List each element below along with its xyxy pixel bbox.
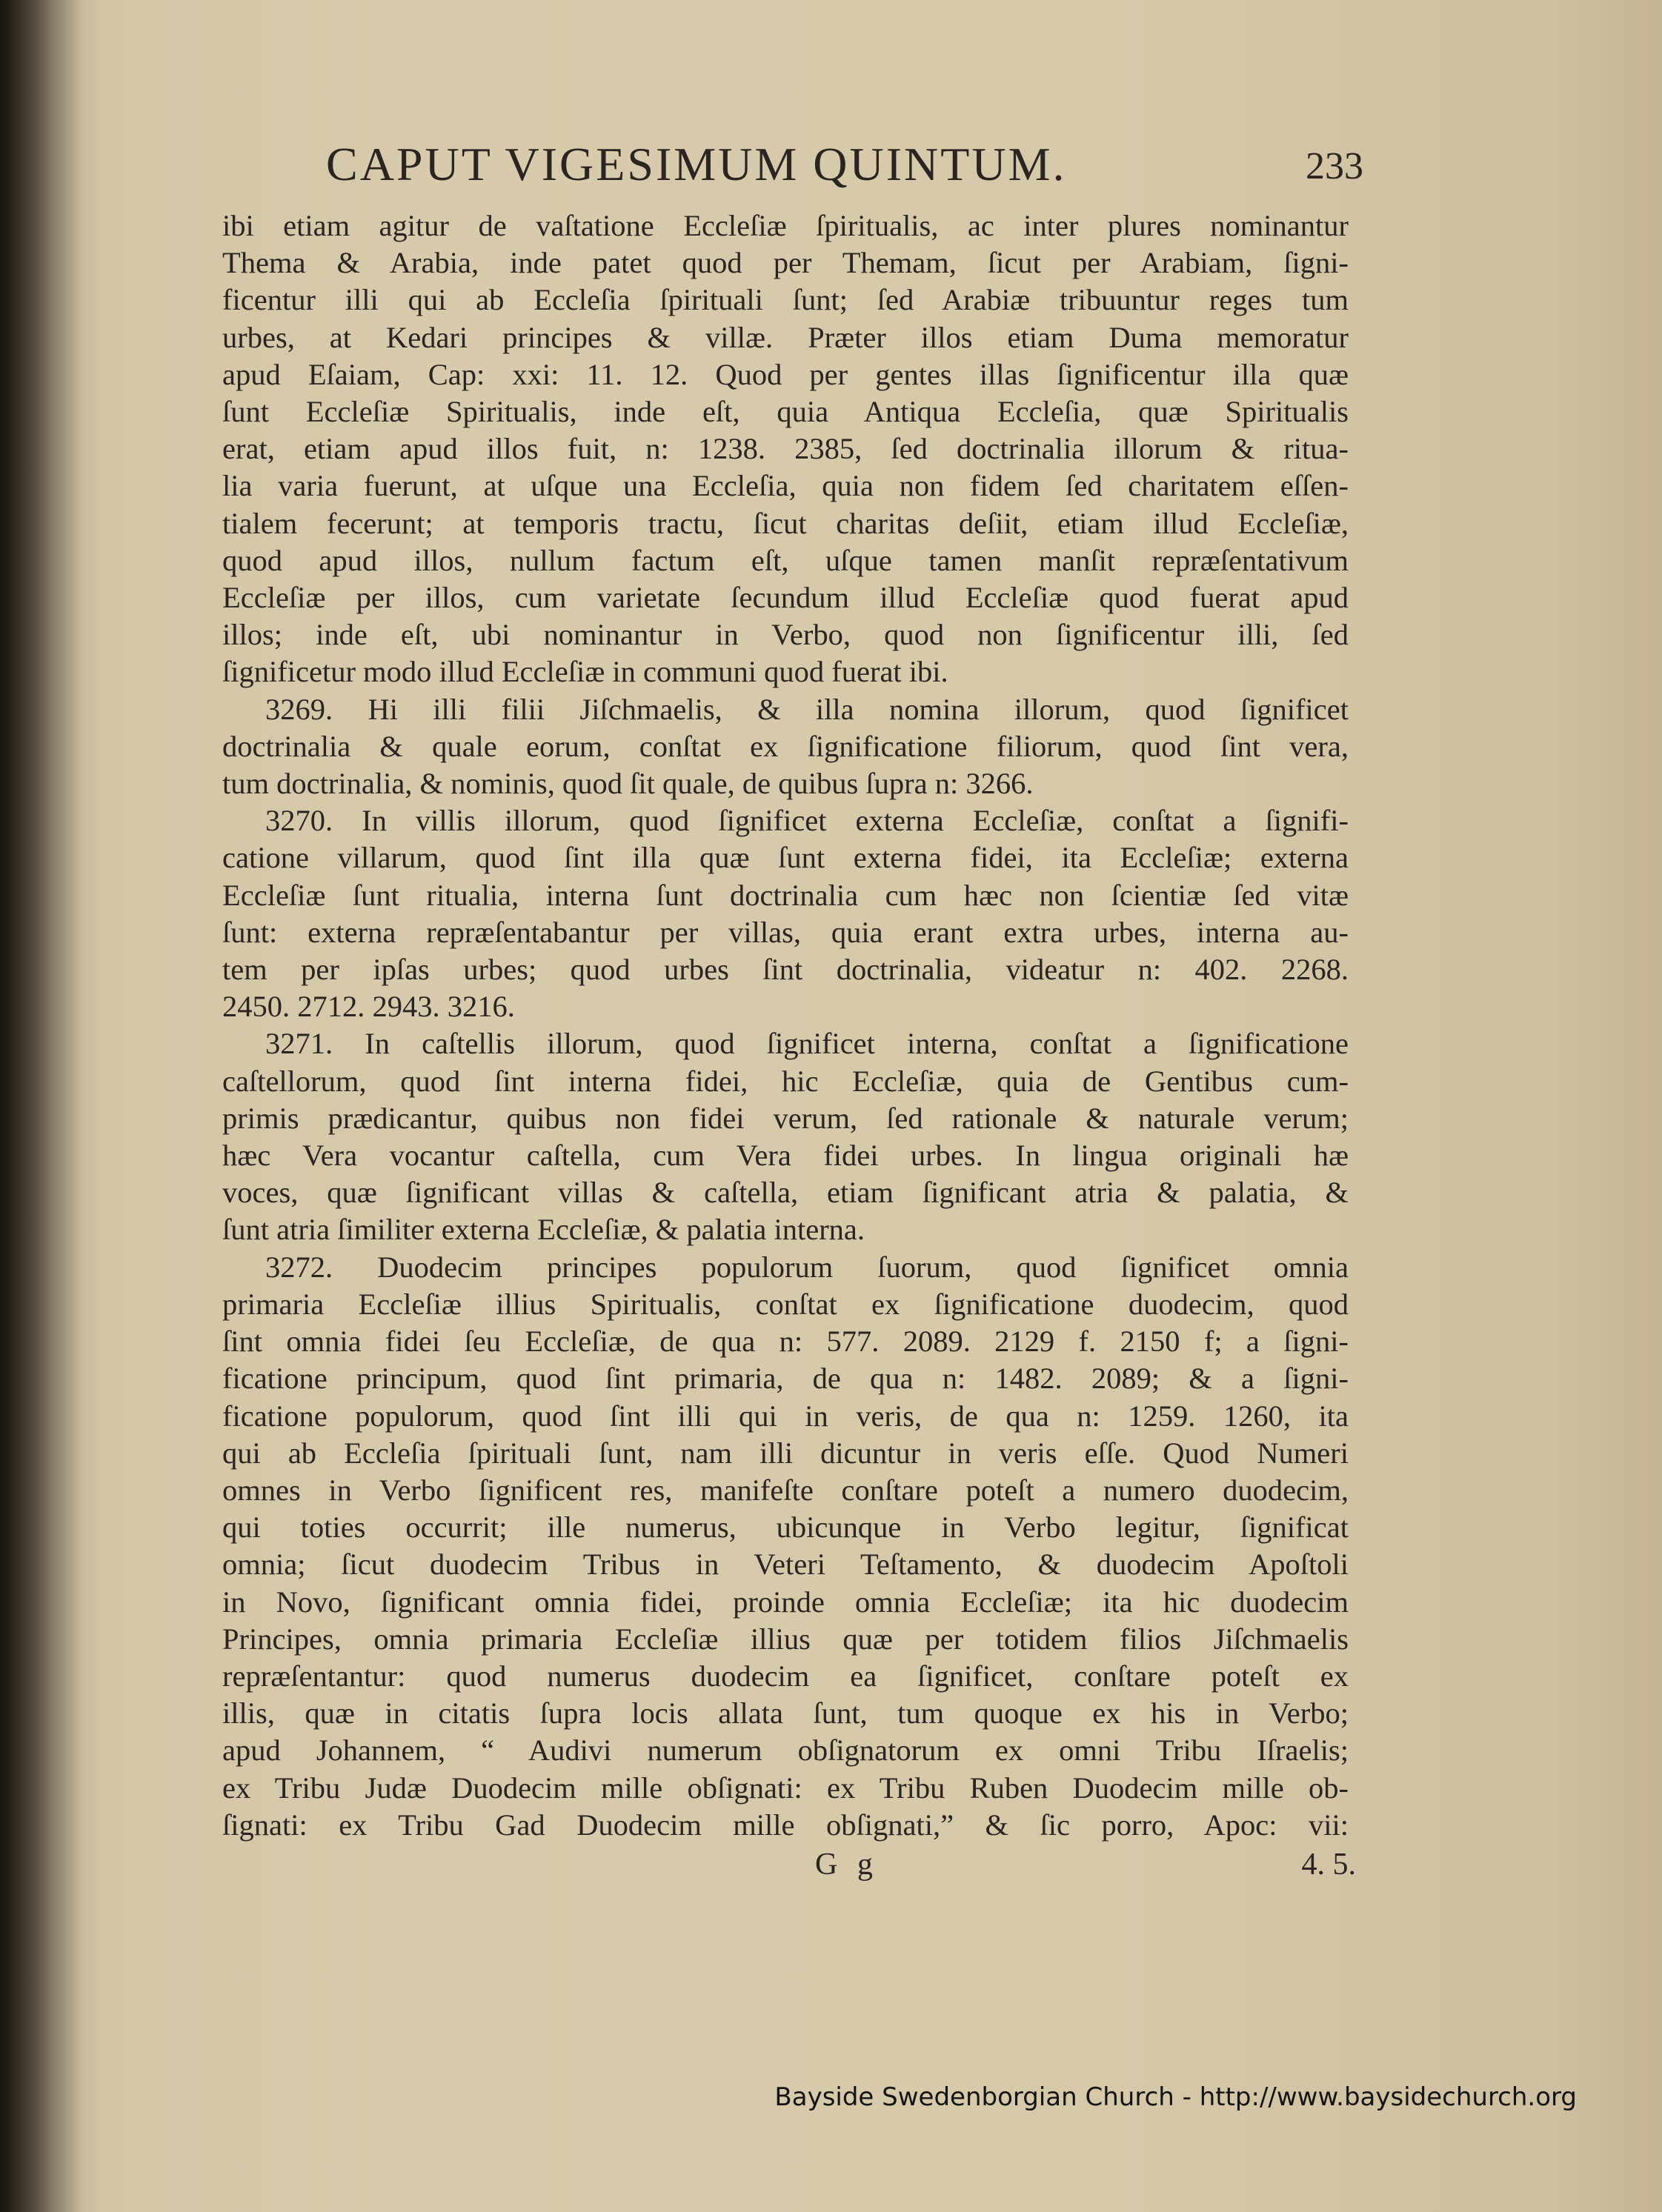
text-line: omnes in Verbo ſignificent res, manifeſte conſtare poteſt a numero duodecim, — [222, 1473, 1349, 1507]
text-line: Principes, omnia primaria Eccleſiæ illius quæ per totidem filios Jiſchmaelis — [222, 1622, 1349, 1656]
paragraph-3270-start: 3270. In villis illorum, quod ſignificet externa Eccleſiæ, conſtat a ſignifi- — [265, 804, 1349, 838]
text-line: tem per ipſas urbes; quod urbes ſint doctrinalia, videatur n: 402. 2268. — [222, 953, 1349, 987]
text-line: ſunt atria ſimiliter externa Eccleſiæ, & palatia interna. — [222, 1213, 865, 1247]
text-line: in Novo, ſignificant omnia fidei, proinde omnia Eccleſiæ; ita hic duodecim — [222, 1585, 1349, 1619]
text-line: ſint omnia fidei ſeu Eccleſiæ, de qua n: 577. 2089. 2129 f. 2150 f; a ſigni- — [222, 1325, 1349, 1359]
text-line: tum doctrinalia, & nominis, quod ſit quale, de quibus ſupra n: 3266. — [222, 767, 1034, 801]
text-line: illis, quæ in citatis ſupra locis allata ſunt, tum quoque ex his in Verbo; — [222, 1696, 1349, 1730]
signature-mark: G g — [815, 1847, 879, 1882]
text-line: Eccleſiæ ſunt ritualia, interna ſunt doctrinalia cum hæc non ſcientiæ ſed vitæ — [222, 878, 1349, 912]
text-line: ficentur illi qui ab Eccleſia ſpirituali ſunt; ſed Arabiæ tribuuntur reges tum — [222, 283, 1349, 317]
book-page — [222, 137, 1363, 1891]
text-line: apud Johannem, “ Audivi numerum obſignatorum ex omni Tribu Iſraelis; — [222, 1733, 1349, 1768]
running-head — [222, 137, 1363, 207]
text-line: primaria Eccleſiæ illius Spiritualis, conſtat ex ſignificatione duodecim, quod — [222, 1287, 1349, 1321]
text-line: caſtellorum, quod ſint interna fidei, hic Eccleſiæ, quia de Gentibus cum- — [222, 1064, 1349, 1098]
text-line: ibi etiam agitur de vaſtatione Eccleſiæ ſpiritualis, ac inter plures nominantur — [222, 209, 1349, 242]
text-line: ficatione populorum, quod ſint illi qui in veris, de qua n: 1259. 1260, ita — [222, 1399, 1349, 1433]
page-number: 233 — [1306, 145, 1363, 187]
text-line: ſignati: ex Tribu Gad Duodecim mille obſignati,” & ſic porro, Apoc: vii: — [222, 1808, 1349, 1842]
text-line: urbes, at Kedari principes & villæ. Præter illos etiam Duma memoratur — [222, 320, 1349, 354]
text-line: quod apud illos, nullum factum eſt, uſque tamen manſit repræſentativum — [222, 543, 1349, 577]
text-line: qui toties occurrit; ille numerus, ubicunque in Verbo legitur, ſignificat — [222, 1510, 1349, 1545]
text-line: tialem fecerunt; at temporis tractu, ſicut charitas deſiit, etiam illud Eccleſiæ, — [222, 506, 1349, 540]
text-line: ex Tribu Judæ Duodecim mille obſignati: ex Tribu Ruben Duodecim mille ob- — [222, 1770, 1349, 1805]
paragraph-3272-start: 3272. Duodecim principes populorum ſuorum, quod ſignificet omnia — [265, 1250, 1349, 1284]
text-line: Eccleſiæ per illos, cum varietate ſecundum illud Eccleſiæ quod fuerat apud — [222, 581, 1349, 615]
page-footer — [222, 1847, 1356, 1891]
text-line: doctrinalia & quale eorum, conſtat ex ſignificatione filiorum, quod ſint vera, — [222, 729, 1349, 763]
text-line: catione villarum, quod ſint illa quæ ſunt externa fidei, ita Eccleſiæ; externa — [222, 841, 1349, 875]
text-line: primis prædicantur, quibus non fidei verum, ſed rationale & naturale verum; — [222, 1101, 1349, 1135]
text-line: voces, quæ ſignificant villas & caſtella, etiam ſignificant atria & palatia, & — [222, 1176, 1349, 1210]
text-line: qui ab Eccleſia ſpirituali ſunt, nam illi dicuntur in veris eſſe. Quod Numeri — [222, 1436, 1349, 1470]
text-line: apud Eſaiam, Cap: xxi: 11. 12. Quod per gentes illas ſignificentur illa quæ — [222, 357, 1349, 391]
paragraph-3269-start: 3269. Hi illi filii Jiſchmaelis, & illa nomina illorum, quod ſignificet — [265, 692, 1349, 726]
paragraph-3271-start: 3271. In caſtellis illorum, quod ſignificet interna, conſtat a ſignificatione — [265, 1027, 1349, 1061]
text-line: ſunt Eccleſiæ Spiritualis, inde eſt, quia Antiqua Eccleſia, quæ Spiritualis — [222, 395, 1349, 429]
text-line: 2450. 2712. 2943. 3216. — [222, 990, 515, 1024]
text-line: hæc Vera vocantur caſtella, cum Vera fidei urbes. In lingua originali hæ — [222, 1139, 1349, 1173]
text-line: ficatione principum, quod ſint primaria, de qua n: 1482. 2089; & a ſigni- — [222, 1362, 1349, 1396]
text-line: ſignificetur modo illud Eccleſiæ in communi quod fuerat ibi. — [222, 655, 948, 689]
text-line: omnia; ſicut duodecim Tribus in Veteri Teſtamento, & duodecim Apoſtoli — [222, 1548, 1349, 1582]
text-line: erat, etiam apud illos fuit, n: 1238. 2385, ſed doctrinalia illorum & ritua- — [222, 432, 1349, 466]
watermark: Bayside Swedenborgian Church - http://www.baysidechurch.org — [774, 2082, 1577, 2112]
text-line: ſunt: externa repræſentabantur per villas, quia erant extra urbes, interna au- — [222, 915, 1349, 949]
book-gutter-shadow — [0, 0, 82, 2212]
text-line: Thema & Arabia, inde patet quod per Themam, ſicut per Arabiam, ſigni- — [222, 246, 1349, 280]
catchword: 4. 5. — [1301, 1847, 1356, 1882]
body-text — [222, 207, 1349, 1844]
text-line: repræſentantur: quod numerus duodecim ea ſignificet, conſtare poteſt ex — [222, 1659, 1349, 1693]
text-line: illos; inde eſt, ubi nominantur in Verbo, quod non ſignificentur illi, ſed — [222, 618, 1349, 652]
text-line: lia varia fuerunt, at uſque una Eccleſia, quia non fidem ſed charitatem eſſen- — [222, 469, 1349, 503]
running-head-title: CAPUT VIGESIMUM QUINTUM. — [326, 138, 1067, 190]
